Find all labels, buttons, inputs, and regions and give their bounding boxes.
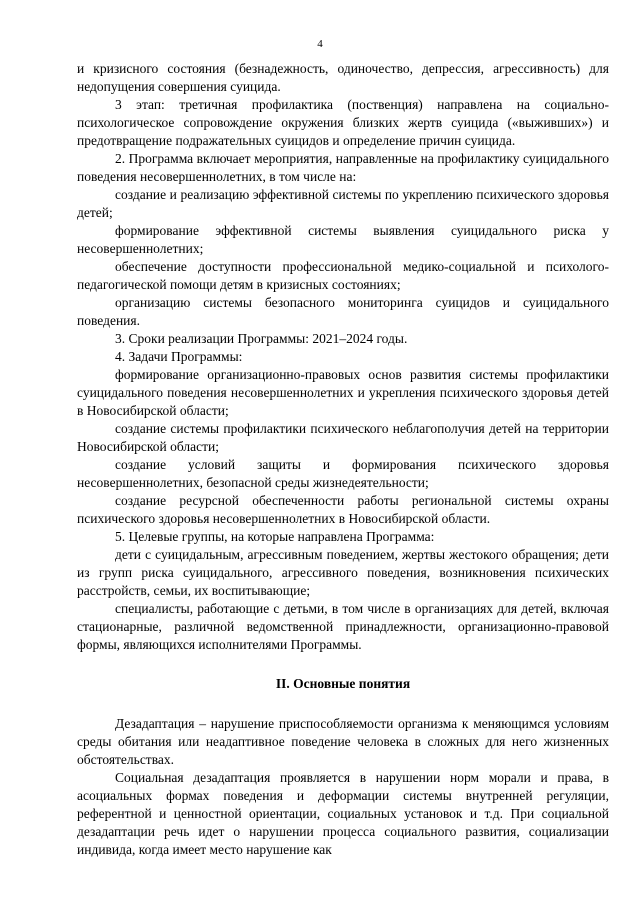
- paragraph: 3 этап: третичная профилактика (поственция) направлена на социально-психологическое сопровождение окружения близких жертв суицида («выживших») и предотвращение подражательных суицидов и определение причин суицида.: [77, 97, 609, 148]
- paragraph: организацию системы безопасного мониторинга суицидов и суицидального поведения.: [77, 295, 609, 328]
- paragraph: формирование организационно-правовых основ развития системы профилактики суицидального поведения несовершеннолетних и укрепления психического здоровья детей в Новосибирской области;: [77, 367, 609, 418]
- paragraph: 2. Программа включает мероприятия, направленные на профилактику суицидального поведения несовершеннолетних, в том числе на:: [77, 151, 609, 184]
- section-heading: II. Основные понятия: [275, 676, 411, 691]
- paragraph: дети с суицидальным, агрессивным поведением, жертвы жестокого обращения; дети из групп риска суицидального, агрессивного поведения, возникновения психических расстройств, семьи, их воспитывающие;: [77, 547, 609, 598]
- paragraph: создание условий защиты и формирования психического здоровья несовершеннолетних, безопасной среды жизнедеятельности;: [77, 457, 609, 490]
- paragraph: обеспечение доступности профессиональной медико-социальной и психолого-педагогической помощи детям в кризисных состояниях;: [77, 259, 609, 292]
- paragraph: 3. Сроки реализации Программы: 2021–2024 годы.: [115, 331, 408, 346]
- page-number: 4: [317, 38, 323, 50]
- paragraph: Дезадаптация – нарушение приспособляемости организма к меняющимся условиям среды обитания или неадаптивное поведение человека в сложных для него жизненных обстоятельствах.: [77, 716, 609, 767]
- paragraph: Социальная дезадаптация проявляется в нарушении норм морали и права, в асоциальных формах поведения и деформации системы внутренней регуляции, референтной и ценностной ориентации, социальных установок и т.д. При социальной дезадаптации речь идет о нарушении процесса социального развития, социализации индивида, когда имеет место нарушение как: [77, 770, 609, 857]
- top-paragraphs: [77, 60, 609, 654]
- paragraph: создание ресурсной обеспеченности работы региональной системы охраны психического здоровья несовершеннолетних в Новосибирской области.: [77, 493, 609, 526]
- paragraph: специалисты, работающие с детьми, в том числе в организациях для детей, включая стационарные, различной ведомственной принадлежности, организационно-правовой формы, являющихся исполнителями Программы.: [77, 601, 609, 652]
- paragraph: 4. Задачи Программы:: [115, 349, 243, 364]
- paragraph: создание системы профилактики психического неблагополучия детей на территории Новосибирской области;: [77, 421, 609, 454]
- paragraph: создание и реализацию эффективной системы по укреплению психического здоровья детей;: [77, 187, 609, 220]
- paragraph: формирование эффективной системы выявления суицидального риска у несовершеннолетних;: [77, 223, 609, 256]
- paragraph: 5. Целевые группы, на которые направлена Программа:: [115, 529, 435, 544]
- bottom-paragraphs: [77, 715, 609, 859]
- paragraph: и кризисного состояния (безнадежность, одиночество, депрессия, агрессивность) для недопущения совершения суицида.: [77, 61, 609, 94]
- document-body: [77, 60, 609, 859]
